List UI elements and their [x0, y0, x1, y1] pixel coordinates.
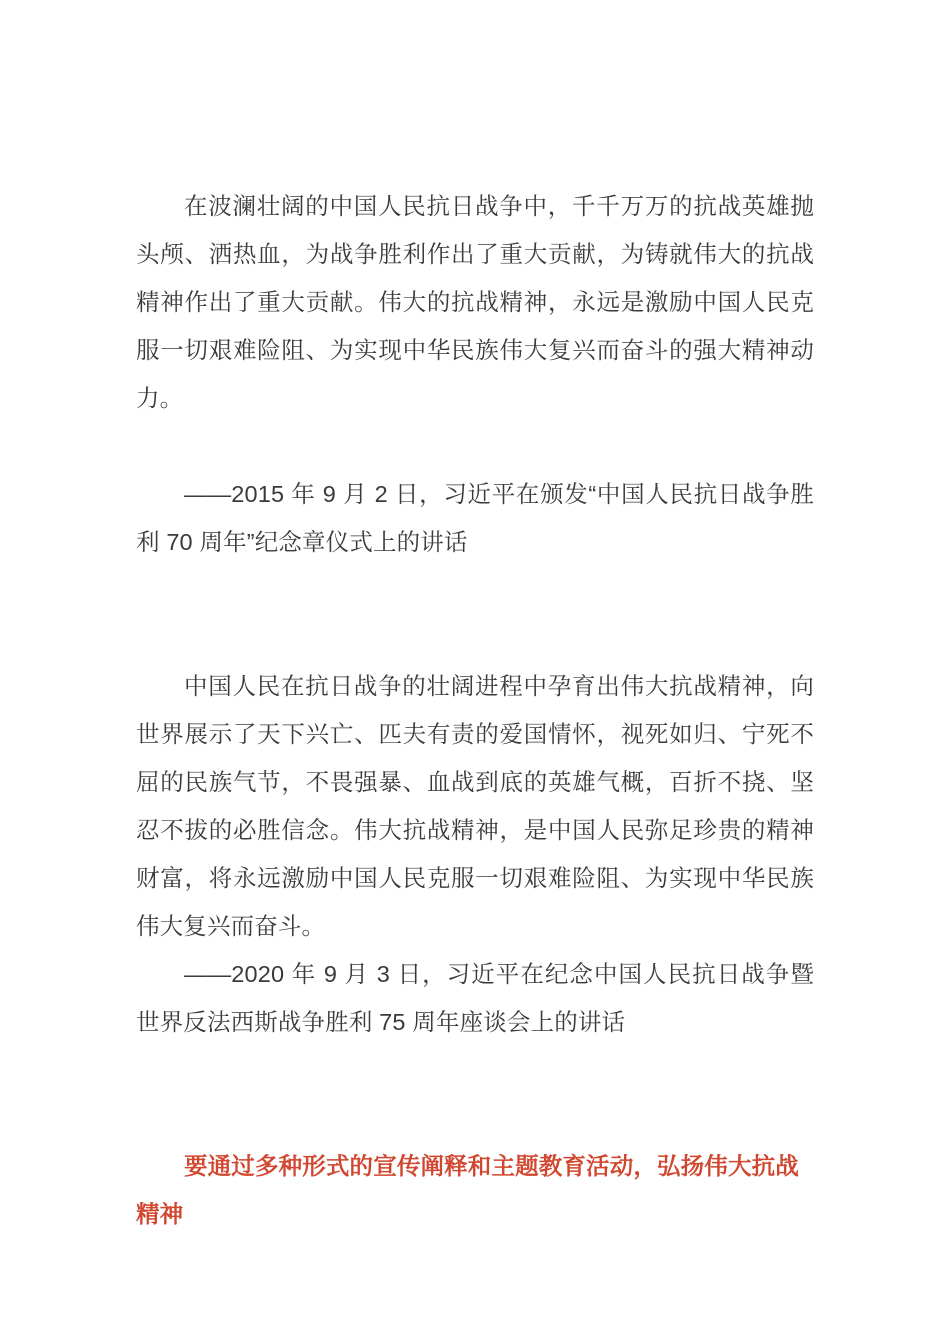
- quote-attribution-1: ——2015 年 9 月 2 日，习近平在颁发“中国人民抗日战争胜利 70 周年”纪念章仪式上的讲话: [136, 481, 814, 555]
- quote-paragraph-1: 在波澜壮阔的中国人民抗日战争中，千千万万的抗战英雄抛头颅、洒热血，为战争胜利作出了重大贡献，为铸就伟大的抗战精神作出了重大贡献。伟大的抗战精神，永远是激励中国人民克服一切艰难险阻、为实现中华民族伟大复兴而奋斗的强大精神动力。: [136, 193, 814, 411]
- paragraph-spacer: [136, 422, 814, 470]
- quote-paragraph-2: 中国人民在抗日战争的壮阔进程中孕育出伟大抗战精神，向世界展示了天下兴亡、匹夫有责的爱国情怀，视死如归、宁死不屈的民族气节，不畏强暴、血战到底的英雄气概，百折不挠、坚忍不拔的必胜信念。伟大抗战精神，是中国人民弥足珍贵的精神财富，将永远激励中国人民克服一切艰难险阻、为实现中华民族伟大复兴而奋斗。: [136, 673, 814, 939]
- section-spacer: [136, 1046, 814, 1142]
- quote-attribution-2: ——2020 年 9 月 3 日，习近平在纪念中国人民抗日战争暨世界反法西斯战争胜利 75 周年座谈会上的讲话: [136, 961, 814, 1035]
- red-section-heading: 要通过多种形式的宣传阐释和主题教育活动，弘扬伟大抗战精神: [136, 1153, 799, 1227]
- document-content-area: [136, 182, 814, 1238]
- section-spacer: [136, 566, 814, 662]
